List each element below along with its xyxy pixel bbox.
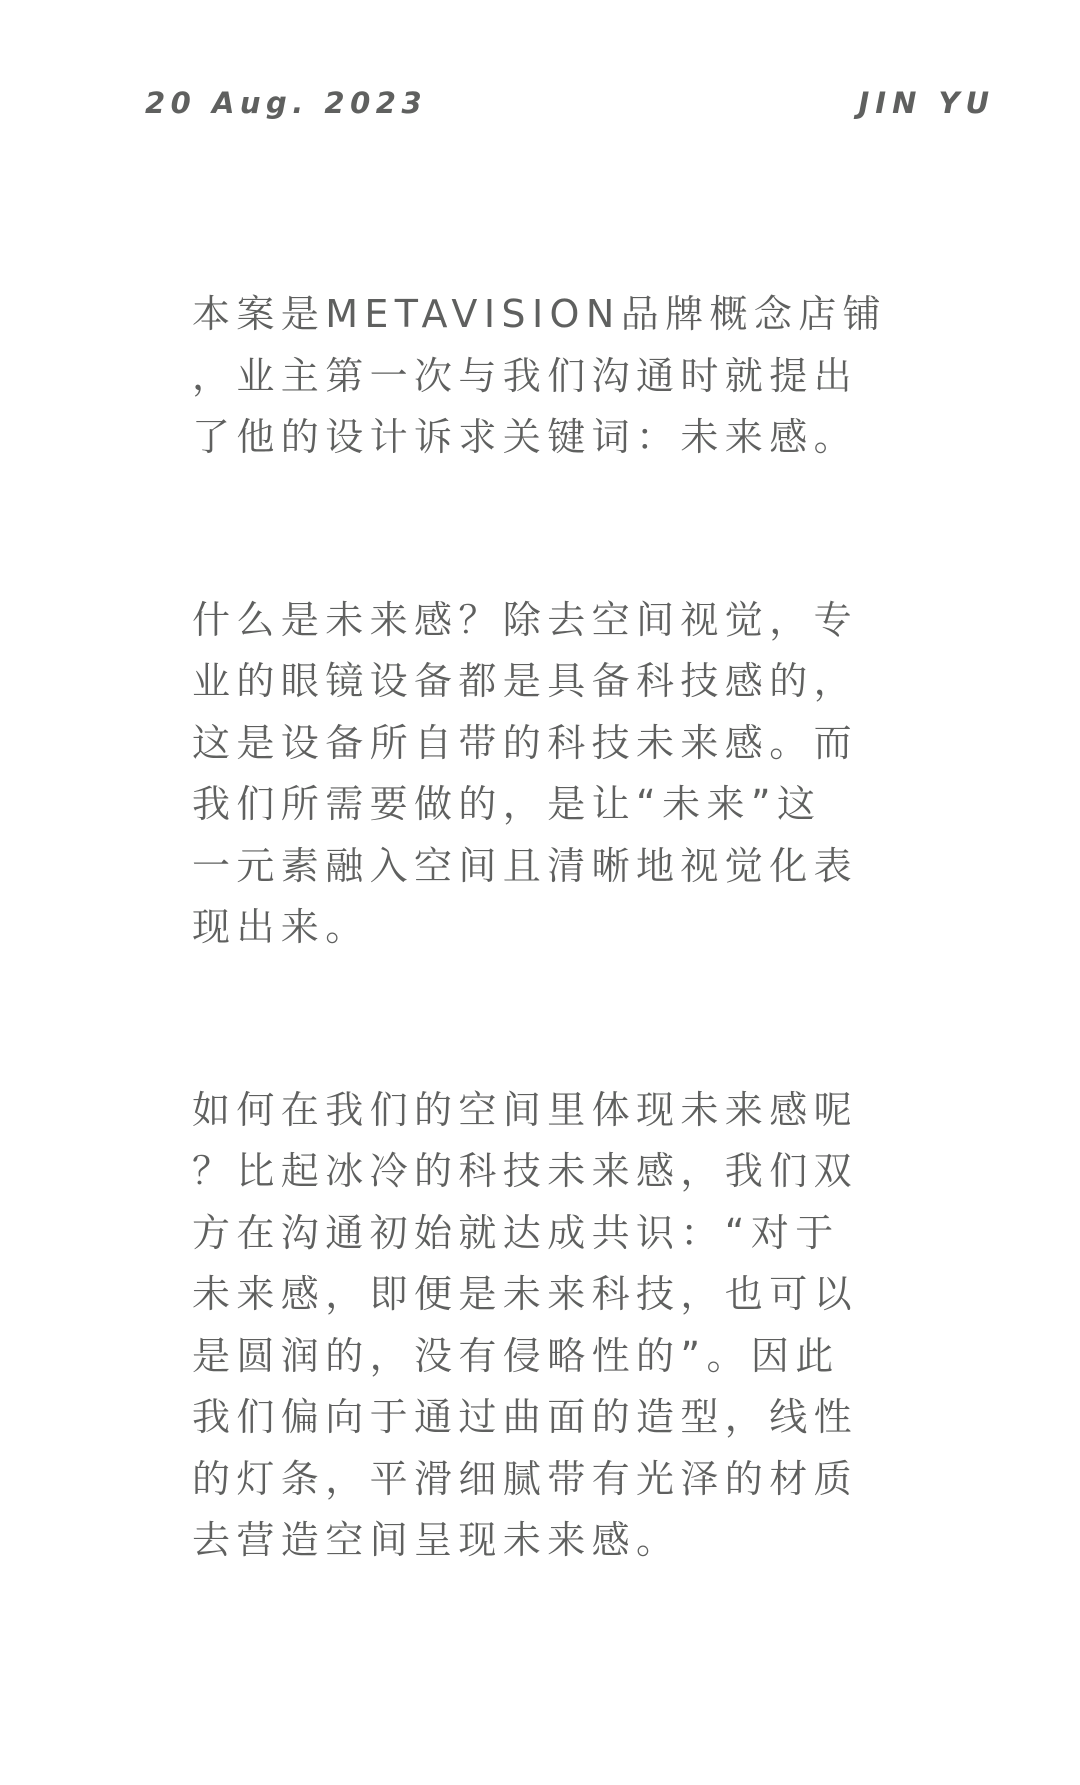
text-line: 未来感，即便是未来科技，也可以	[192, 1272, 859, 1316]
text-line: 业的眼镜设备都是具备科技感的，	[192, 659, 859, 703]
author-name: JIN YU	[858, 86, 995, 120]
text-line: 如何在我们的空间里体现未来感呢	[192, 1087, 859, 1132]
text-line: 一元素融入空间且清晰地视觉化表	[192, 843, 859, 888]
article-body	[192, 284, 892, 1693]
text-line: 现出来。	[192, 905, 370, 949]
text-line: 本案是METAVISION品牌概念店铺	[192, 292, 888, 336]
text-line: ，业主第一次与我们沟通时就提出	[192, 353, 859, 398]
publish-date: 20 Aug. 2023	[145, 86, 428, 120]
paragraph-3	[192, 1080, 892, 1572]
text-line: 去营造空间呈现未来感。	[192, 1518, 681, 1562]
text-line: 我们所需要做的，是让“未来”这	[192, 782, 822, 826]
paragraph-1	[192, 284, 892, 469]
article-header	[0, 86, 1080, 126]
text-line: 这是设备所自带的科技未来感。而	[192, 720, 859, 765]
text-line: 了他的设计诉求关键词：未来感。	[192, 415, 859, 459]
text-line: 我们偏向于通过曲面的造型，线性	[192, 1395, 859, 1439]
text-line: 方在沟通初始就达成共识：“对于	[192, 1210, 840, 1255]
text-line: 什么是未来感？除去空间视觉，专	[192, 597, 859, 642]
text-line: 是圆润的，没有侵略性的”。因此	[192, 1333, 840, 1378]
text-line: ？比起冰冷的科技未来感，我们双	[192, 1149, 859, 1193]
text-line: 的灯条，平滑细腻带有光泽的材质	[192, 1456, 859, 1501]
paragraph-2	[192, 590, 892, 959]
